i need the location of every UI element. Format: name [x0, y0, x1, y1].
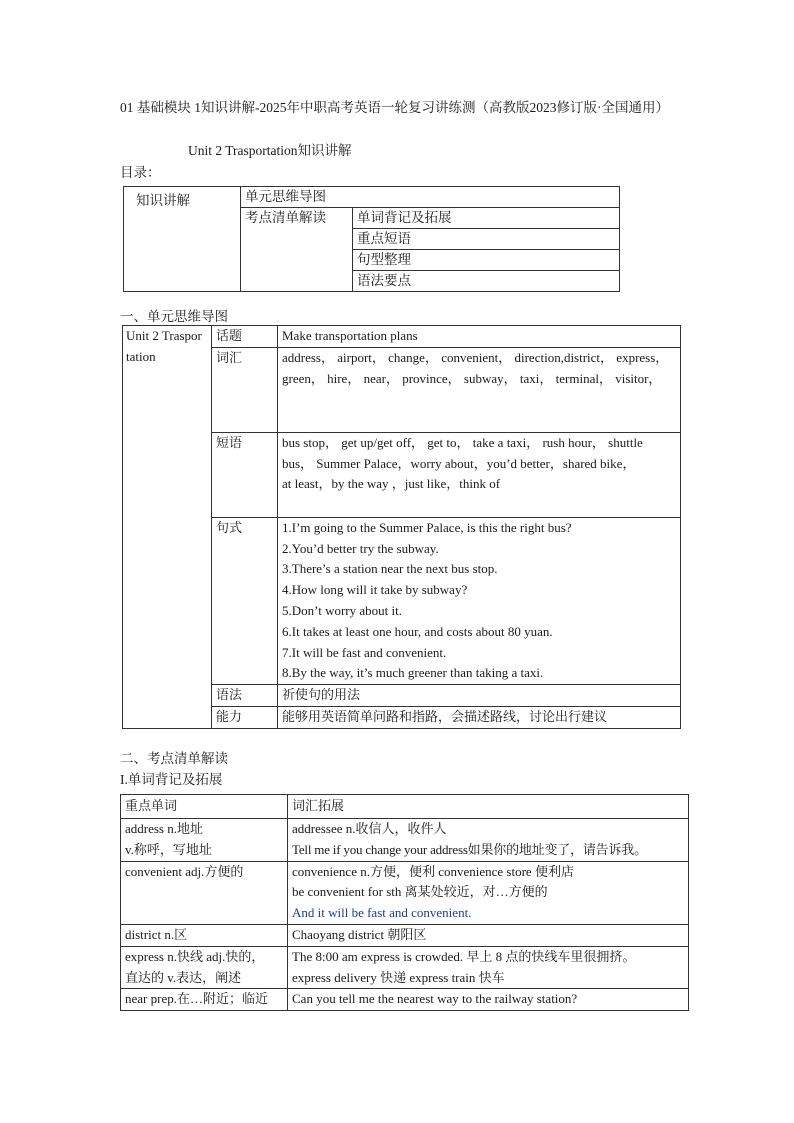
- row-content: 1.I’m going to the Summer Palace, is this the right bus? 2.You’d better try the subway. 3.There’s a station near the next bus stop. 4.How long will it take by subway? 5.Don’t worry about it. 6.It takes at least one hour, and costs about 80 yuan. 7.It will be fast and convenient. 8.By the way, it’s much greener than taking a taxi.: [278, 517, 681, 684]
- row-content: address， airport， change， convenient， direction,district， express， green， hire， near， province， subway， taxi， terminal， visitor，: [278, 347, 681, 432]
- row-content: 祈使句的用法: [278, 685, 681, 707]
- document-title: 01 基础模块 1知识讲解-2025年中职高考英语一轮复习讲练测（高教版2023修订版·全国通用）: [120, 100, 669, 115]
- document-subtitle: Unit 2 Trasportation知识讲解: [188, 143, 352, 158]
- vocab-ext: Can you tell me the nearest way to the railway station?: [288, 989, 689, 1011]
- mind-map-table: [122, 325, 681, 729]
- unit-name: Unit 2 Trasportation: [123, 326, 212, 729]
- row-content: bus stop， get up/get off， get to， take a taxi， rush hour， shuttle bus， Summer Palace，worry about，you’d better，shared bike， at least，by the way ，just like，think of: [278, 432, 681, 517]
- vocab-word: district n.区: [121, 924, 288, 946]
- row-label: 能力: [212, 706, 278, 728]
- row-label: 话题: [212, 326, 278, 348]
- row-label: 语法: [212, 685, 278, 707]
- row-label: 词汇: [212, 347, 278, 432]
- toc-checklist: 考点清单解读: [241, 208, 353, 292]
- vocab-word: express n.快线 adj.快的， 直达的 v.表达，阐述: [121, 946, 288, 989]
- row-content: 能够用英语简单问路和指路，会描述路线，讨论出行建议: [278, 706, 681, 728]
- vocab-word: address n.地址 v.称呼，写地址: [121, 819, 288, 862]
- vocab-header-ext: 词汇拓展: [288, 795, 689, 819]
- toc-item: 重点短语: [353, 229, 620, 250]
- toc-mind-map: 单元思维导图: [241, 187, 620, 208]
- row-label: 短语: [212, 432, 278, 517]
- vocab-ext: addressee n.收信人，收件人 Tell me if you change your address如果你的地址变了，请告诉我。: [288, 819, 689, 862]
- row-content: Make transportation plans: [278, 326, 681, 348]
- toc-item: 单词背记及拓展: [353, 208, 620, 229]
- toc-table: [123, 186, 620, 292]
- toc-item: 语法要点: [353, 271, 620, 292]
- vocab-header-word: 重点单词: [121, 795, 288, 819]
- toc-knowledge: 知识讲解: [124, 187, 241, 292]
- row-label: 句式: [212, 517, 278, 684]
- toc-item: 句型整理: [353, 250, 620, 271]
- section-2-heading: 二、考点清单解读: [120, 751, 228, 766]
- vocab-subheading: I.单词背记及拓展: [120, 772, 223, 787]
- vocab-ext: convenience n.方便，便利 convenience store 便利店 be convenient for sth 离某处较近，对…方便的 And it will be fast and convenient.: [288, 861, 689, 924]
- section-1-heading: 一、单元思维导图: [120, 309, 228, 324]
- vocab-word: near prep.在…附近；临近: [121, 989, 288, 1011]
- toc-label: 目录：: [120, 165, 161, 180]
- vocab-word: convenient adj.方便的: [121, 861, 288, 924]
- vocab-ext: Chaoyang district 朝阳区: [288, 924, 689, 946]
- vocab-ext: The 8:00 am express is crowded. 早上 8 点的快线车里很拥挤。 express delivery 快递 express train 快车: [288, 946, 689, 989]
- vocab-table: [120, 794, 689, 1011]
